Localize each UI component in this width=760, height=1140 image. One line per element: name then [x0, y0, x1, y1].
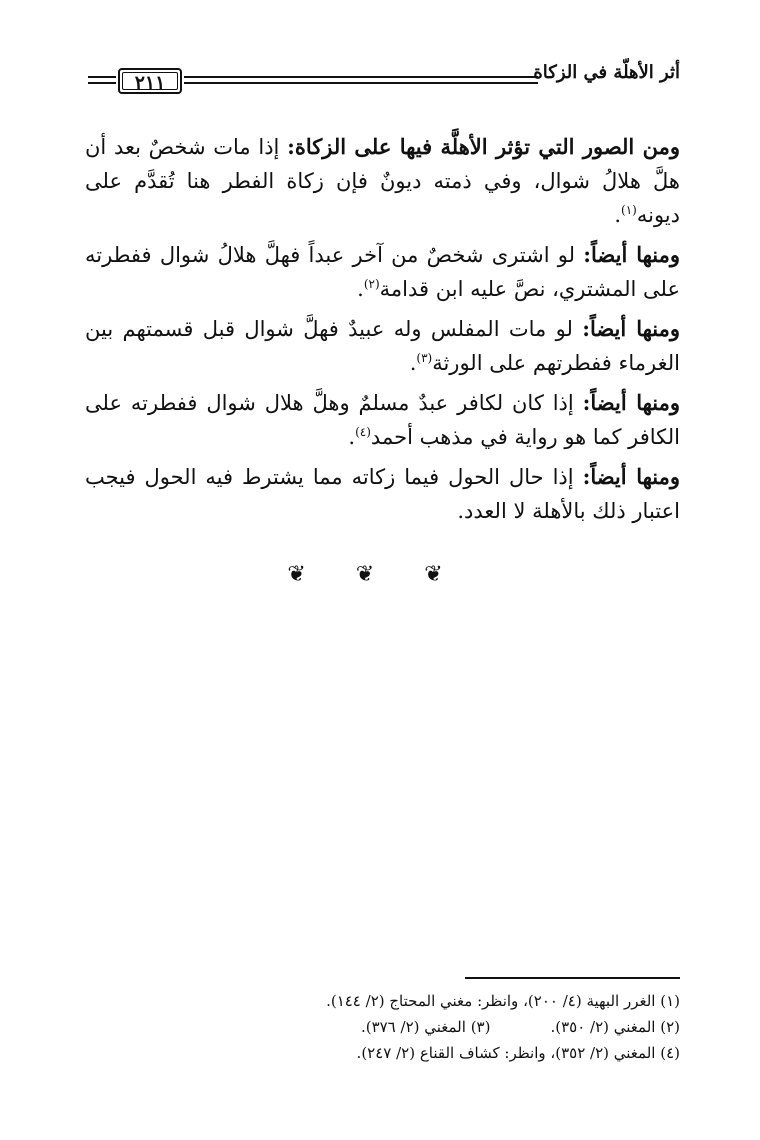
main-text: [85, 130, 680, 534]
ornament-icon: ❦: [355, 562, 405, 587]
paragraph-1: [85, 130, 680, 232]
paragraph-tail: .: [409, 351, 417, 375]
page-number: ٢١١: [118, 68, 182, 94]
footnote-4: (٤) المغني (٢/ ٣٥٢)، وانظر: كشاف القناع (٢/ ٢٤٧).: [356, 1044, 680, 1062]
footnote-line: [85, 988, 680, 1014]
paragraph-5: [85, 460, 680, 528]
paragraph-2: [85, 238, 680, 306]
paragraph-body: إذا حال الحول فيما زكاته مما يشترط فيه الحول فيجب اعتبار ذلك بالأهلة لا العدد.: [85, 465, 680, 523]
footnote-line: [85, 1014, 680, 1040]
paragraph-body: إذا مات شخصٌ بعد أن هلَّ هلالُ شوال، وفي ذمته ديونٌ فإن زكاة الفطر هنا تُقدَّم على ديونه: [85, 135, 680, 227]
header-rule-right: [184, 76, 538, 84]
paragraph-body: لو اشترى شخصٌ من آخر عبداً فهلَّ هلالُ شوال ففطرته على المشتري، نصَّ عليه ابن قدامة: [85, 243, 680, 301]
paragraph-tail: .: [357, 277, 364, 301]
paragraph-body: إذا كان لكافر عبدٌ مسلمٌ وهلَّ هلال شوال ففطرته على الكافر كما هو رواية في مذهب أحمد: [85, 391, 680, 449]
footnote-1: (١) الغرر البهية (٤/ ٢٠٠)، وانظر: مغني المحتاج (٢/ ١٤٤).: [326, 992, 680, 1010]
paragraph-lead: ومنها أيضاً:: [583, 242, 681, 267]
paragraph-lead: ومنها أيضاً:: [582, 390, 680, 415]
footnote-ref: (١): [621, 203, 637, 217]
paragraph-3: [85, 312, 680, 380]
page-header: [88, 58, 680, 102]
footnote-separator: [465, 977, 680, 979]
footnote-ref: (٢): [363, 277, 380, 291]
footnotes: [85, 988, 680, 1066]
footnote-3: (٣) المغني (٢/ ٣٧٦).: [360, 1018, 491, 1036]
footnote-ref: (٤): [355, 425, 371, 439]
footnote-ref: (٣): [416, 351, 433, 365]
footnote-2: (٢) المغني (٢/ ٣٥٠).: [550, 1018, 680, 1036]
footnote-line: [85, 1040, 680, 1066]
header-rule-left: [88, 76, 116, 84]
paragraph-lead: ومنها أيضاً:: [582, 464, 681, 489]
paragraph-lead: ومنها أيضاً:: [582, 316, 680, 341]
paragraph-lead: ومن الصور التي تؤثر الأهلَّة فيها على الزكاة:: [287, 134, 680, 159]
paragraph-tail: .: [614, 203, 622, 227]
ornament-icon: ❦: [424, 562, 473, 587]
paragraph-4: [85, 386, 680, 454]
section-ornaments: [0, 562, 760, 587]
paragraph-body: لو مات المفلس وله عبيدٌ فهلَّ شوال قبل قسمتهم بين الغرماء ففطرتهم على الورثة: [85, 317, 680, 375]
running-title: أثر الأهلّة في الزكاة: [533, 62, 680, 83]
ornament-icon: ❦: [287, 562, 336, 587]
paragraph-tail: .: [348, 425, 356, 449]
